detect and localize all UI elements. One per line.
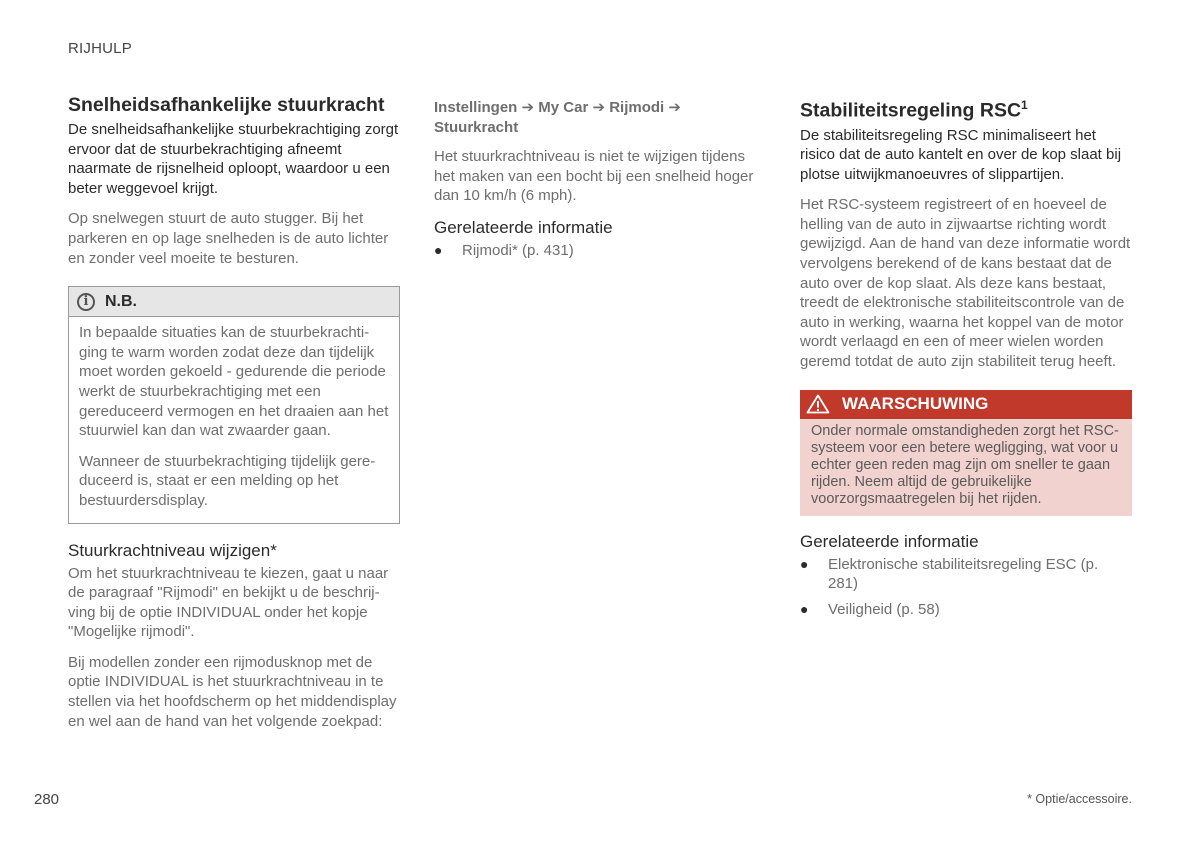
arrow-right-icon: ➔ xyxy=(592,99,606,116)
column-left xyxy=(68,94,400,731)
note-header xyxy=(69,287,399,317)
bullet-icon: ● xyxy=(800,600,809,617)
body-paragraph: Om het stuurkrachtniveau te kiezen, gaat u naar de paragraaf "Rijmodi" en bekijkt u de beschrij-ving bij de optie INDIVIDUAL onder het kopje "Mogelijke rijmodi". xyxy=(68,564,389,641)
related-list xyxy=(800,555,1132,620)
menu-path xyxy=(434,98,764,137)
body-paragraph: Het RSC-systeem registreert of en hoeveel de helling van de auto in zijwaartse richting wordt gewijzigd. Aan de hand van deze informatie wordt vervolgens berekend of de kans bestaat dat de auto over de kop slaat. Als deze kans bestaat, treedt de elektronische stabiliteitscontrole van de auto in werking, waarna het koppel van de motor wordt verlaagd en een of meer wielen worden geremd totdat de auto zijn stabiliteit terug heeft. xyxy=(800,196,1131,371)
info-icon: i xyxy=(77,293,95,311)
related-link-text[interactable]: Veiligheid (p. 58) xyxy=(828,600,940,618)
related-heading: Gerelateerde informatie xyxy=(800,531,979,551)
section-title: Snelheidsafhankelijke stuurkracht xyxy=(68,94,385,116)
related-link[interactable] xyxy=(800,600,1132,620)
intro-paragraph: De stabiliteitsregeling RSC minimaliseert het risico dat de auto kantelt en over de kop slaat bij plotse uitwijkmanoeuvres of slippartijen. xyxy=(800,126,1122,183)
column-middle xyxy=(434,98,764,267)
subheading: Stuurkrachtniveau wijzigen* xyxy=(68,540,277,560)
note-box xyxy=(68,286,400,523)
note-label: N.B. xyxy=(105,292,137,310)
related-heading: Gerelateerde informatie xyxy=(434,217,613,237)
arrow-right-icon: ➔ xyxy=(521,99,535,116)
body-paragraph: Bij modellen zonder een rijmodusknop met de optie INDIVIDUAL is het stuurkrachtniveau in te stellen via het hoofdscherm op het middendisplay en wel aan de hand van het volgende zoekpad: xyxy=(68,653,397,730)
note-body xyxy=(69,317,399,522)
warning-header xyxy=(800,390,1132,419)
page-number: 280 xyxy=(34,791,60,808)
menu-path-item: Rijmodi xyxy=(609,99,665,116)
bullet-icon: ● xyxy=(434,241,443,258)
warning-box xyxy=(800,390,1132,516)
section-header: RIJHULP xyxy=(68,40,132,57)
related-link[interactable] xyxy=(800,555,1132,594)
related-list xyxy=(434,241,764,261)
warning-body xyxy=(800,419,1132,516)
note-paragraph: Wanneer de stuurbekrachtiging tijdelijk gere-duceerd is, staat er een melding op het bestuurdersdisplay. xyxy=(79,452,376,509)
arrow-right-icon: ➔ xyxy=(668,99,681,116)
column-right xyxy=(800,94,1132,625)
footnote: * Optie/accessoire. xyxy=(1027,792,1132,806)
section-title xyxy=(800,94,1132,122)
body-paragraph: Op snelwegen stuurt de auto stugger. Bij het parkeren en op lage snelheden is de auto lichter en zonder veel moeite te besturen. xyxy=(68,210,389,267)
bullet-icon: ● xyxy=(800,555,809,572)
warning-text: Onder normale omstandigheden zorgt het RSC-systeem voor een betere wegligging, wat voor u echter geen reden mag zijn om sneller te gaan rijden. Neem altijd de gebruikelijke voorzorgsmaatregelen bij het rijden. xyxy=(811,422,1119,507)
menu-path-item: Stuurkracht xyxy=(434,118,519,136)
section-title-text: Stabiliteitsregeling RSC xyxy=(800,99,1022,122)
related-link-text[interactable]: Elektronische stabiliteitsregeling ESC (p. 281) xyxy=(828,555,1099,593)
footnote-marker: 1 xyxy=(1021,98,1028,112)
menu-path-item: Instellingen xyxy=(434,99,518,116)
body-paragraph: Het stuurkrachtniveau is niet te wijzigen tijdens het maken van een bocht bij een snelheid hoger dan 10 km/h (6 mph). xyxy=(434,148,754,205)
intro-paragraph: De snelheidsafhankelijke stuurbekrachtiging zorgt ervoor dat de stuurbekrachtiging afneemt naarmate de rijsnelheid oploopt, waardoor u een beter weggevoel krijgt. xyxy=(68,121,399,197)
note-paragraph: In bepaalde situaties kan de stuurbekrachti-ging te warm worden zodat deze dan tijdelijk moet worden gekoeld - gedurende die periode werkt de stuurbekrachtiging met een gereduceerd vermogen en het draaien aan het stuurwiel kan dan wat zwaarder gaan. xyxy=(79,324,389,440)
related-link-text[interactable]: Rijmodi* (p. 431) xyxy=(462,241,574,259)
warning-triangle-icon xyxy=(806,394,830,414)
menu-path-item: My Car xyxy=(538,99,589,116)
related-link[interactable] xyxy=(434,241,764,261)
warning-label: WAARSCHUWING xyxy=(842,394,989,414)
